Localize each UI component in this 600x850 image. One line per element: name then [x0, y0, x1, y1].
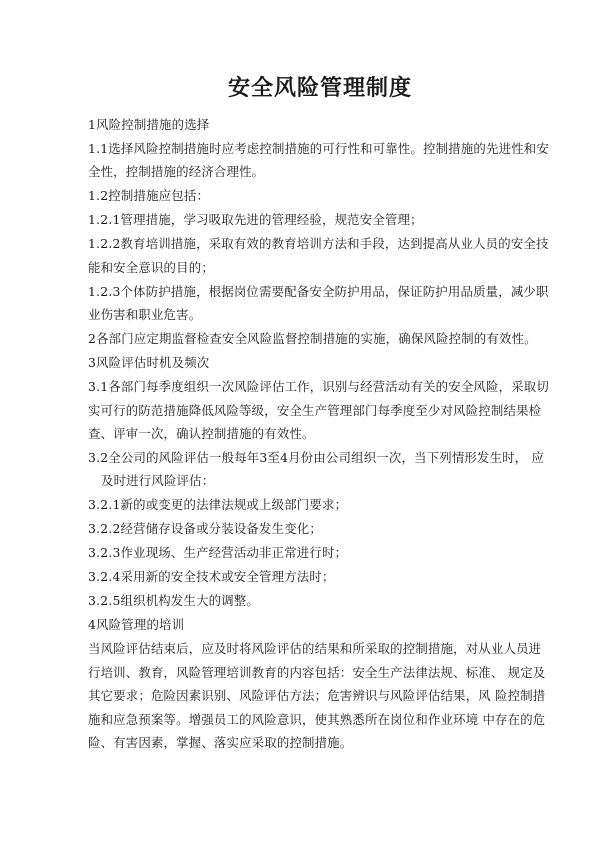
paragraph-4-body: 当风险评估结束后，应及时将风险评估的结果和所采取的控制措施，对从业人员进行培训、教育，风险管理培训教育的内容包括：安全生产法律法规、标准、 规定及其它要求；危险因素识别、风险评估方法；危害辨识与风险评估结果，风 险控制措施和应急预案等。增强员工的风险意识，使其熟悉所在岗位和作业环境 中存在的危险、有害因素，掌握、落实应采取的控制措施。 — [88, 641, 546, 751]
paragraph-1-2-3: 1.2.3个体防护措施，根据岗位需要配备安全防护用品，保证防护用品质量，减少职业伤害和职业危害。 — [88, 283, 549, 323]
section-heading-2: 2各部门应定期监督检查安全风险监督控制措施的实施，确保风险控制的有效性。 — [88, 331, 537, 347]
paragraph-3-1: 3.1各部门每季度组织一次风险评估工作，识别与经营活动有关的安全风险，采取切实可行的防范措施降低风险等级，安全生产管理部门每季度至少对风险控制结果检查、评审一次，确认控制措施的有效性。 — [88, 379, 549, 442]
paragraph-1-2-1: 1.2.1管理措施，学习吸取先进的管理经验，规范安全管理； — [88, 212, 423, 228]
section-heading-4: 4风险管理的培训 — [88, 617, 185, 633]
paragraph-3-2: 3.2全公司的风险评估一般每年3至4月份由公司组织一次，当下列情形发生时， 应及时进行风险评估： — [88, 450, 545, 489]
document-title: 安全风险管理制度 — [227, 76, 412, 101]
paragraph-3-2-5: 3.2.5组织机构发生大的调整。 — [88, 593, 260, 609]
section-heading-3: 3风险评估时机及频次 — [88, 355, 210, 371]
paragraph-1-1: 1.1选择风险控制措施时应考虑控制措施的可行性和可靠性。控制措施的先进性和安全性，控制措施的经济合理性。 — [88, 141, 549, 180]
paragraph-3-2-4: 3.2.4采用新的安全技术或安全管理方法时； — [88, 569, 335, 585]
paragraph-3-2-1: 3.2.1新的或变更的法律法规或上级部门要求； — [88, 497, 348, 513]
paragraph-3-2-2: 3.2.2经营储存设备或分装设备发生变化； — [88, 521, 322, 537]
section-heading-1: 1风险控制措施的选择 — [88, 117, 210, 132]
document-body — [88, 113, 553, 755]
paragraph-1-2: 1.2控制措施应包括： — [88, 188, 210, 204]
paragraph-1-2-2: 1.2.2教育培训措施，采取有效的教育培训方法和手段，达到提高从业人员的安全技能和安全意识的目的； — [88, 236, 549, 275]
paragraph-3-2-3: 3.2.3作业现场、生产经营活动非正常进行时； — [88, 545, 348, 561]
